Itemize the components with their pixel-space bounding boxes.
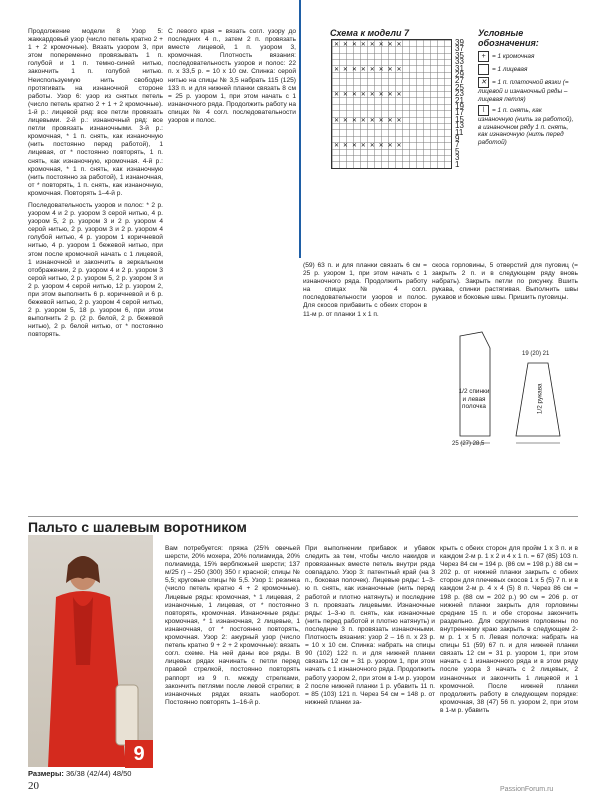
row-number: 11: [455, 127, 464, 137]
row-number: 3: [455, 153, 460, 163]
row-number: 1: [455, 159, 460, 169]
row-number: 5: [455, 146, 460, 156]
coat-column-2: [305, 545, 435, 775]
col3-text: (59) 63 п. и для планки связать 6 см = 25 р. узором 1, при этом начать с 1 изнаночного ряда. Продолжить работу на спицах № 4 согл. последовательности узоров и полос. Для скосов прибавить с обеих сторон в 11-м р. от планки 1 х 1 п.: [303, 262, 427, 318]
top-column-3: [303, 262, 427, 387]
top-column-4: [432, 262, 578, 322]
legend-symbol-garter: ✕: [478, 77, 489, 88]
back-piece-outline: [460, 332, 490, 436]
legend-symbol-slip: \: [478, 105, 489, 116]
coat-column-1: [165, 545, 300, 775]
top-column-2: [168, 28, 296, 258]
top-column-1: [28, 28, 163, 383]
coat-column-3: [440, 545, 578, 775]
sizes-value: 36/38 (42/44) 48/50: [66, 769, 132, 778]
row-number: 25: [455, 82, 464, 92]
row-number: 29: [455, 70, 464, 79]
col1-text-2: Последовательность узоров и полос: * 2 р. узором 4 и 2 р. узором 3 серой нитью, 4 р. узором 5, 2 р. узором 3 и 2 р. узором 4 серой нитью, 2 р. узором 3 и 2 р. узором 4 голубой нитью, 4 р. узором 1 коричневой нитью, 4 р. узором 1 бежевой нитью, при этом после кромочной начать с 1 лицевой, 1 изнаночной и закончить в зеркальном отображении, 2 р. узором 4 и 2 р. узором 3 серой нитью, 2 р. узором 5, 2 р. узором 3 и 2 р. узором 4 серой нитью, 12 р. узором 2, при этом выполнить 6 р. коричневой и 6 р. бежевой нитью, 2 р. узором 4 серой нитью, 2 р. узором 5, 18 р. узором 6, при этом выполнить 2 р. (2 р. белой, 2 р. бежевой нитью), 2 р. белой нитью, от * постоянно повторять.: [28, 201, 163, 339]
chart-x-marks: ✕ ✕ ✕ ✕ ✕ ✕ ✕ ✕: [334, 41, 403, 48]
back-width-label: 25 (27) 28,5: [452, 441, 485, 447]
coat-col3-text: крыть с обеих сторон для пройм 1 х 3 п. и в каждом 2-м р. 1 х 2 и 4 х 1 п. = 67 (85) 103 п. Через 84 см = 194 р. (86 см = 198 р.) 88 см = 202 р. от нижней планки закрыть с обеих сторон для плечевых скосов 1 х 5 (5) 7 п. и в каждом 2-м р. 4 х 4 (5) 8 п. Через 86 см = 198 р. (88 см = 202 р.) 90 см = 206 р. от нижней планки закрыть для горловины средние 15 п. и обе стороны закончить раздельно. Для скругления горловины по внутреннему краю закрыть в следующем 2-м р. 1 х 5 п. Левая полочка: набрать на спицы 51 (59) 67 п. и для нижней планки связать 12 см = 31 р. узором 1, при этом начать с 1 изнаночного ряда и в этом ряду после узора 3 начать с 2 лицевых, 2 изнаночных и закончить 1 лицевой и 1 кромочной. После нижней планки продолжить работу в следующем порядке: кромочная, 38 (47) 56 п. узором 2, при этом в 1-м р. убавить: [440, 545, 578, 714]
row-number: 27: [455, 76, 464, 86]
chart-x-marks: ✕ ✕ ✕ ✕ ✕ ✕ ✕ ✕: [334, 66, 403, 73]
row-number: 37: [455, 44, 464, 54]
chart-x-marks: ✕ ✕ ✕ ✕ ✕ ✕ ✕ ✕: [334, 91, 403, 98]
coat-col1-text: Вам потребуется: пряжа (25% овечьей шерсти, 20% мохера, 20% полиамида, 20% полиамида, 15% верблюжьей шерсти; 137 м/25 г) – 250 (300) 350 г красной; спицы № 5,5; круговые спицы № 5,5. Узор 1: резинка (число петель кратно 4 + 2 кромочные). Лицевые ряды: кромочная, * 1 лицевая, 2 изнаночные, 1 лицевая, от * постоянно повторять, кромочная. Изнаночные ряды: кромочная, * 1 изнаночная, 2 лицевые, 1 изнаночная, от * постоянно повторять, кромочная. Узор 2: ажурный узор (число петель кратно 9 + 2 + 2 кромочные): вязать согл. схеме. На ней даны все ряды. В лицевых рядах начинать с петли перед правой стрелкой, постоянно повторять раппорт из 9 п. между стрелками, закончить петлями после левой стрелки; в изнаночных рядах вязать наоборот. Постоянно повторять 1–16-й р.: [165, 545, 300, 706]
row-number: 23: [455, 89, 464, 99]
row-number: 15: [455, 114, 464, 124]
chart-title: Схема к модели 7: [330, 28, 409, 38]
legend-item: = 1 лицевая: [478, 64, 578, 75]
page-number: 20: [28, 780, 39, 792]
pattern-left-label: 1/2 спинки и левая полочка: [458, 388, 490, 410]
sleeve-width-label: 19 (20) 21: [522, 351, 550, 357]
pattern-sleeve-label: 1/2 рукава: [536, 383, 544, 415]
row-number: 33: [455, 57, 464, 67]
row-number: 21: [455, 95, 464, 105]
row-number: 31: [455, 63, 464, 73]
legend-title: Условные обозначения:: [478, 28, 539, 48]
row-number: 7: [455, 140, 460, 150]
row-number: 13: [455, 121, 464, 131]
coat-title: Пальто с шалевым воротником: [28, 519, 247, 535]
row-number: 9: [455, 134, 460, 143]
legend: [478, 28, 578, 147]
row-number: 35: [455, 50, 464, 60]
legend-item: ✕ = 1 п. платочной вязки (= лицевой и изнаночный ряды – лицевая петля): [478, 79, 569, 103]
coat-col2-text: При выполнении прибавок и убавок следить за тем, чтобы число накидов и провязанных вместе петель внутри ряда совпадало. Узор 3: патентный край (на 3 п., боковая полочек). Лицевые ряды: 1–3-ю п. снять, как изнаночные (нить перед работой и плотно натянуть) и последние 3 п. провязать лицевыми. Изнаночные ряды: 1–3-ю п. снять, как изнаночные (нить перед работой и плотно натянуть) и последние 3 п. провязать изнаночными. Плотность вязания: узор 2 – 16 п. х 23 р. = 10 х 10 см. Спинка: набрать на спицы 90 (102) 122 п. и для нижней планки связать 12 см = 31 р. узором 1, при этом начать с 1 изнаночного ряда. Продолжить работу узором 2, при этом в 1-м р. узором 2 после нижней планки 1 р. убавить 11 п. = 85 (103) 121 п. Через 54 см = 148 р. от нижней планки за-: [305, 545, 435, 706]
pattern-schematic: [430, 318, 580, 518]
sizes-label: Размеры:: [28, 769, 64, 778]
sizes-line: [28, 769, 131, 778]
site-watermark: PassionForum.ru: [500, 786, 554, 793]
col4-text: скоса горловины, 5 отверстий для пуговиц (= закрыть 2 п. и в следующем ряду вновь набрать). Закрыть петли по рисунку. Вшить рукава, спинки растягивая. Выполнить швы рукавов и боковые швы. Пришить пуговицы.: [432, 262, 578, 302]
chart-x-marks: ✕ ✕ ✕ ✕ ✕ ✕ ✕ ✕: [334, 117, 403, 124]
legend-symbol-knit: [478, 64, 489, 75]
knitting-chart: [331, 39, 452, 169]
top-divider-line: [299, 0, 301, 258]
section-divider: [28, 516, 578, 517]
row-number: 39: [455, 38, 464, 47]
legend-symbol-edge: +: [478, 51, 489, 62]
chart-x-marks: ✕ ✕ ✕ ✕ ✕ ✕ ✕ ✕: [334, 142, 403, 149]
row-number: 17: [455, 108, 464, 118]
col2-text: С левого края = вязать согл. узору до последних 4 п., затем 2 п. провязать вместе лицевой, 1 п. узором 3, кромочная. Плотность вязания: последовательность узоров и полос: 22 п. х 33,5 р. = 10 х 10 см. Спинка: серой нитью на спицы № 3,5 набрать 115 (125) 133 п. и для нижней планки связать 8 см = 25 р. узором 1, при этом начать с 1 изнаночного ряда. Продолжить работу на спицах № 4 согл. последовательности узоров и полос.: [168, 28, 296, 125]
row-number: 19: [455, 102, 464, 111]
coat-model-figure: [28, 535, 153, 767]
legend-item: \ = 1 п. снять, как изнаночную (нить за работой), в изнаночном ряду 1 п. снять, как изнаночную (нить перед работой): [478, 107, 574, 146]
model-number-badge: 9: [125, 740, 153, 768]
coat-photo: [28, 535, 153, 767]
col1-text: Продолжение модели 8 Узор 5: жаккардовый узор (число петель кратно 2 + 1 + 2 кромочные). Вязать узором 3, при этом попеременно провязывать 1 п. голубой и 1 п. темно-синей нитью, закончить 1 п. голубой нитью. Неиспользуемую нить свободно протягивать на изнаночной стороне работы. Узор 6: узор из снятых петель (число петель кратно 2 + 1 + 2 кромочные). 1-й р.: лицевой ряд: все петли провязать лицевыми. 2-й р.: изнаночный ряд: все петли провязать изнаночными. 3-й р.: кромочная, * 1 п. снять, как изнаночную (нить постоянно перед работой), 1 лицевая, от * постоянно повторять, 1 п. снять, как изнаночную, кромочная. 4-й р.: кромочная, * 1 п. снять, как изнаночную (нить постоянно за работой), 1 изнаночная, от * повторять, 1 п. снять, как изнаночную, кромочная. Повторять 1–4-й р.: [28, 28, 163, 197]
legend-item: + = 1 кромочная: [478, 51, 578, 62]
